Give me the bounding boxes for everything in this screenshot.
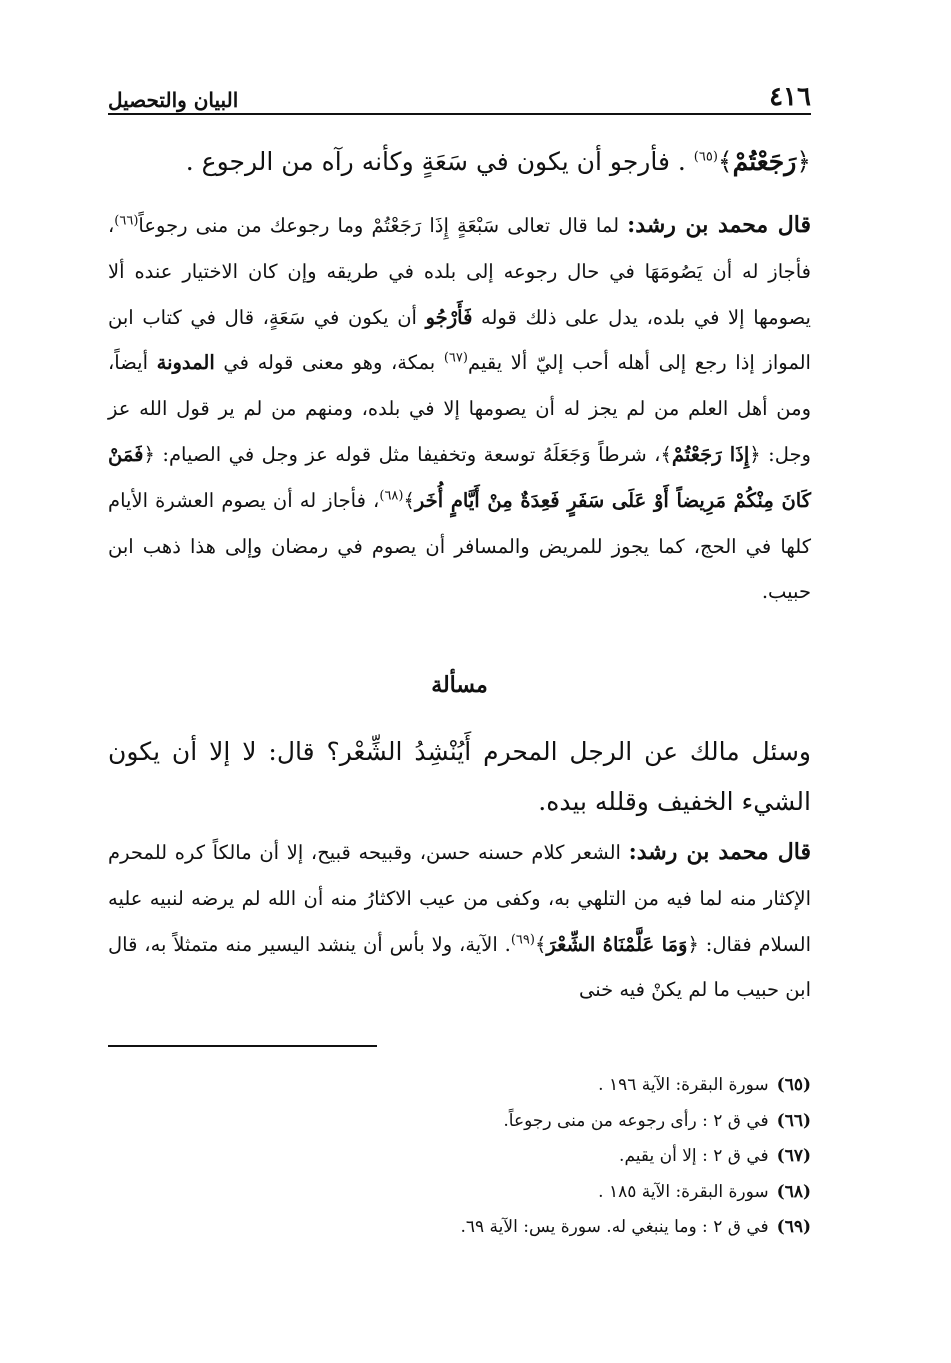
header-divider — [108, 113, 811, 115]
footnote-item — [108, 1175, 811, 1211]
quran-verse: ﴿وَمَا عَلَّمْنَاهُ الشِّعْرَ﴾ — [534, 932, 699, 956]
footnote-ref-65[interactable]: (٦٥) — [693, 149, 718, 165]
section-heading: مسألة — [431, 672, 488, 698]
footnote-ref-68[interactable]: (٦٨) — [379, 488, 404, 504]
quote-end-text: . فأرجو أن يكون في سَعَةٍ وكأنه رآه من الرجوع . — [185, 147, 694, 176]
bold-term: فَأَرْجُو — [425, 305, 473, 329]
footnote-item — [108, 1068, 811, 1104]
footnote-ref-69[interactable]: (٦٩) — [510, 932, 535, 948]
book-page — [108, 0, 811, 1363]
speaker-label: قال محمد بن رشد: — [628, 839, 811, 865]
bold-term: المدونة — [156, 351, 215, 375]
footnote-ref-66[interactable]: (٦٦) — [114, 213, 139, 229]
footnotes-list — [108, 1068, 811, 1246]
footnote-number: (٦٥) — [776, 1075, 811, 1095]
book-title: البيان والتحصيل — [108, 88, 239, 112]
footnote-text: سورة البقرة: الآية ١٨٥ . — [598, 1181, 769, 1202]
running-header — [108, 74, 811, 110]
speaker-label: قال محمد بن رشد: — [627, 212, 811, 238]
footnote-text: في ق ٢ : رأى رجوعه من منى رجوعاً. — [503, 1110, 769, 1131]
footnote-item — [108, 1104, 811, 1140]
quran-verse: ﴿فَمَنْ كَانَ مِنْكُمْ مَرِيضاً أَوْ عَلَى سَفَرٍ فَعِدَةٌ مِنْ أَيَّامٍ أُخَر﴾ — [108, 442, 812, 512]
footnote-number: (٦٨) — [776, 1181, 811, 1202]
footnote-text: في ق ٢ : وما ينبغي له. سورة يس: الآية ٦٩. — [460, 1217, 769, 1237]
footnote-number: (٦٧) — [776, 1146, 811, 1166]
footnote-ref-67[interactable]: (٦٧) — [443, 350, 468, 366]
footnote-item — [108, 1139, 811, 1175]
footnote-text: في ق ٢ : إلا أن يقيم. — [619, 1146, 769, 1166]
footnote-number: (٦٩) — [776, 1217, 811, 1237]
footnote-number: (٦٦) — [776, 1110, 811, 1131]
page-number: ٤١٦ — [769, 82, 811, 112]
footnote-item — [108, 1210, 811, 1246]
quote-continuation — [108, 140, 811, 184]
commentary-paragraph-2: قال محمد بن رشد: الشعر كلام حسنه حسن، وقبيحه قبيح، إلا أن مالكاً كره للمحرم الإكثار منه لما فيه من التلهي به، وكفى من عيب الاكثارُ منه أن الله لم يرضه لنبيه عليه السلام فقال: ﴿وَمَا عَلَّمْنَاهُ الشِّعْرَ﴾$^{(٦٩)}$. الآية، ولا بأس أن ينشد اليسير منه متمثلاً به، قال ابن حبيب ما لم يكنْ فيه خنى — [108, 839, 811, 1002]
commentary-paragraph-1: قال محمد بن رشد: لما قال تعالى سَبْعَةٍ إِذَا رَجَعْتُمْ وما رجوعك من منى رجوعاً$^{(٦٦)}$، فأجاز له أن يَصُومَهَا في حال رجوعه إلى بلده في طريقه وإن كان الاختيار عنده ألا يصومها إلا في بلده، يدل على ذلك قوله فَأَرْجُو أن يكون في سَعَةٍ، قال في كتاب ابن المواز إذا رجع إلى أهله أحب إليّ ألا يقيم$^{(٦٧)}$ بمكة، وهو معنى قوله في المدونة أيضاً، ومن أهل العلم من لم يجز له أن يصومها إلا في بلده، ومنهم من لم ير قول الله عز وجل: ﴿إِذَا رَجَعْتُمْ﴾، شرطاً وَجَعَلَهُ توسعة وتخفيفا مثل قوله عز وجل في الصيام: ﴿فَمَنْ كَانَ مِنْكُمْ مَرِيضاً أَوْ عَلَى سَفَرٍ فَعِدَةٌ مِنْ أَيَّامٍ أُخَر﴾$^{(٦٨)}$، فأجاز له أن يصوم العشرة الأيام كلها في الحج، كما يجوز للمريض والمسافر أن يصوم في رمضان وإلى هذا ذهب ابن حبيب. — [108, 212, 812, 604]
footnote-divider — [108, 1045, 377, 1047]
footnote-text: سورة البقرة: الآية ١٩٦ . — [598, 1075, 769, 1095]
question-paragraph: وسئل مالك عن الرجل المحرم أَيُنْشِدُ الشِّعْر؟ قال: لا إلا أن يكون الشيء الخفيف وقلله بيده. — [108, 737, 811, 816]
quran-verse: ﴿إِذَا رَجَعْتُمْ﴾ — [660, 442, 761, 466]
quran-verse: ﴿رَجَعْتُمْ﴾ — [717, 147, 811, 176]
